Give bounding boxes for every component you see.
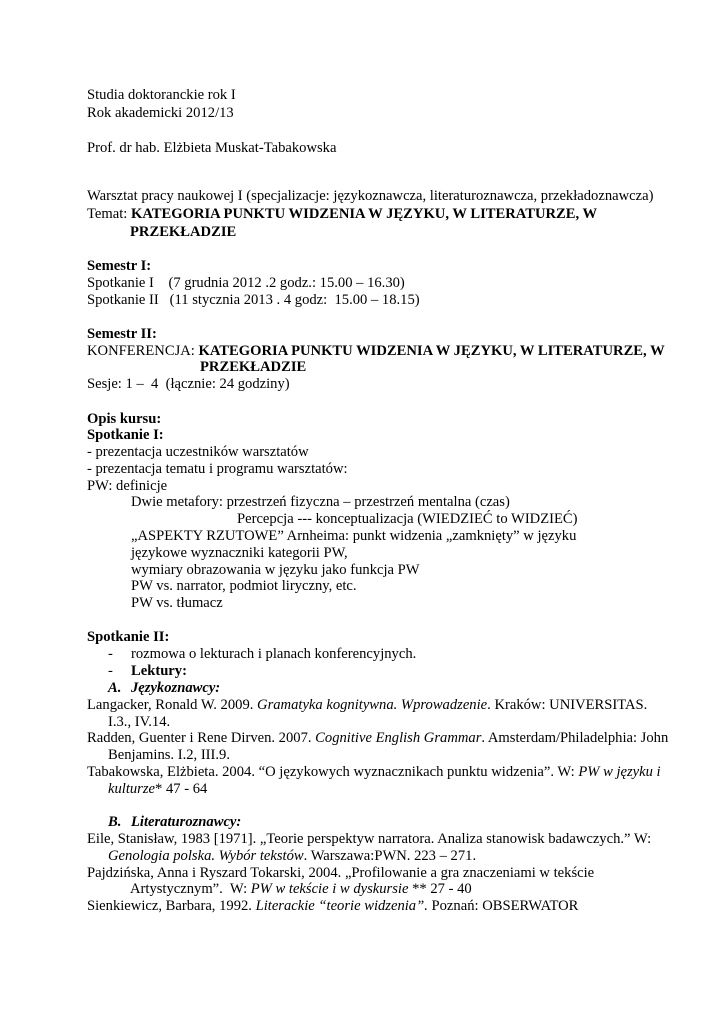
pw-definitions: PW: definicje [87, 478, 168, 494]
ref-publisher: Poznań: OBSERWATOR [427, 898, 579, 914]
reference-tabakowska [87, 763, 661, 782]
conference-title-cont: PRZEKŁADZIE [200, 359, 307, 375]
reference-eile-cont [108, 847, 476, 866]
section-b-label: B. [108, 814, 122, 830]
ref-title: PW w języku i [578, 764, 661, 780]
section-a-label: A. [108, 680, 122, 696]
ref-title: Cognitive English Grammar [315, 730, 482, 746]
ref-author: Tabakowska, Elżbieta. 2004. “O językowych wyznacznikach punktu widzenia”. W: [87, 764, 579, 780]
ref-title: Gramatyka kognitywna. Wprowadzenie [257, 697, 488, 713]
reference-radden-cont: Benjamins. I.2, III.9. [108, 747, 230, 763]
reference-pajdzinska: Pajdzińska, Anna i Ryszard Tokarski, 2004. „Profilowanie a gra znaczeniami w tekście [87, 865, 595, 881]
ref-title-part: Artystycznym”. W: [130, 881, 251, 897]
meeting1-item: - prezentacja uczestników warsztatów [87, 444, 309, 460]
program-line: Studia doktoranckie rok I [87, 87, 236, 103]
subtopic: PW vs. narrator, podmiot liryczny, etc. [131, 578, 357, 594]
reference-eile: Eile, Stanisław, 1983 [1971]. „Teorie perspektyw narratora. Analiza stanowisk badawczych.” W: [87, 831, 652, 847]
reference-langacker [87, 696, 647, 715]
ref-publisher: . Kraków: UNIVERSITAS. [487, 697, 648, 713]
semester1-meeting2: Spotkanie II (11 stycznia 2013 . 4 godz: 15.00 – 18.15) [87, 292, 420, 308]
ref-publisher: . Amsterdam/Philadelphia: John [481, 730, 669, 746]
reference-radden [87, 729, 668, 748]
meeting2-heading: Spotkanie II: [87, 629, 170, 645]
topic-label: Temat: [87, 206, 131, 222]
ref-title: Genologia polska. Wybór tekstów [108, 848, 304, 864]
subtopic: „ASPEKTY RZUTOWE” Arnheima: punkt widzenia „zamknięty” w języku [131, 528, 577, 544]
academic-year: Rok akademicki 2012/13 [87, 105, 234, 121]
ref-title: PW w tekście i w dyskursie [250, 881, 409, 897]
reference-pajdzinska-cont [130, 880, 472, 899]
reference-tabakowska-cont [108, 780, 207, 799]
meeting1-heading: Spotkanie I: [87, 427, 164, 443]
topic-title-cont: PRZEKŁADZIE [130, 224, 237, 240]
ref-title: Literackie “teorie widzenia”. [255, 898, 428, 914]
ref-author: Sienkiewicz, Barbara, 1992. [87, 898, 256, 914]
section-a-heading: Językoznawcy: [131, 680, 221, 696]
conference-title: KATEGORIA PUNKTU WIDZENIA W JĘZYKU, W LITERATURZE, W [198, 343, 665, 359]
ref-author: Langacker, Ronald W. 2009. [87, 697, 258, 713]
subtopic: Percepcja --- konceptualizacja (WIEDZIEĆ to WIDZIEĆ) [237, 511, 578, 527]
topic-title: KATEGORIA PUNKTU WIDZENIA W JĘZYKU, W LITERATURZE, W [130, 206, 598, 222]
sessions-info: Sesje: 1 – 4 (łącznie: 24 godziny) [87, 376, 290, 392]
semester1-meeting1: Spotkanie I (7 grudnia 2012 .2 godz.: 15.00 – 16.30) [87, 275, 405, 291]
reference-langacker-cont: I.3., IV.14. [108, 714, 171, 730]
subtopic: PW vs. tłumacz [131, 595, 223, 611]
professor-name: Prof. dr hab. Elżbieta Muskat-Tabakowska [87, 140, 337, 156]
bullet-dash: - [108, 663, 113, 679]
bullet-dash: - [108, 646, 113, 662]
conference-label: KONFERENCJA: [87, 343, 199, 359]
readings-label: Lektury: [131, 663, 187, 679]
semester2-heading: Semestr II: [87, 326, 157, 342]
ref-publisher: . Warszawa:PWN. 223 – 271. [303, 848, 477, 864]
subtopic: Dwie metafory: przestrzeń fizyczna – przestrzeń mentalna (czas) [131, 494, 510, 510]
conference-line [87, 342, 665, 361]
section-b-heading: Literaturoznawcy: [131, 814, 242, 830]
semester1-heading: Semestr I: [87, 258, 152, 274]
subtopic: wymiary obrazowania w języku jako funkcja PW [131, 562, 420, 578]
ref-pages: ** 27 - 40 [408, 881, 472, 897]
reference-sienkiewicz [87, 897, 578, 916]
ref-title: kulturze [108, 781, 156, 797]
subtopic: językowe wyznaczniki kategorii PW, [131, 545, 348, 561]
meeting2-item: rozmowa o lekturach i planach konferencyjnych. [131, 646, 417, 662]
ref-author: Radden, Guenter i Rene Dirven. 2007. [87, 730, 316, 746]
ref-pages: * 47 - 64 [155, 781, 208, 797]
meeting1-item: - prezentacja tematu i programu warsztatów: [87, 461, 348, 477]
course-heading: Opis kursu: [87, 411, 162, 427]
workshop-title: Warsztat pracy naukowej I (specjalizacje: językoznawcza, literaturoznawcza, przekładoznawcza) [87, 188, 654, 204]
topic-line [87, 205, 597, 224]
